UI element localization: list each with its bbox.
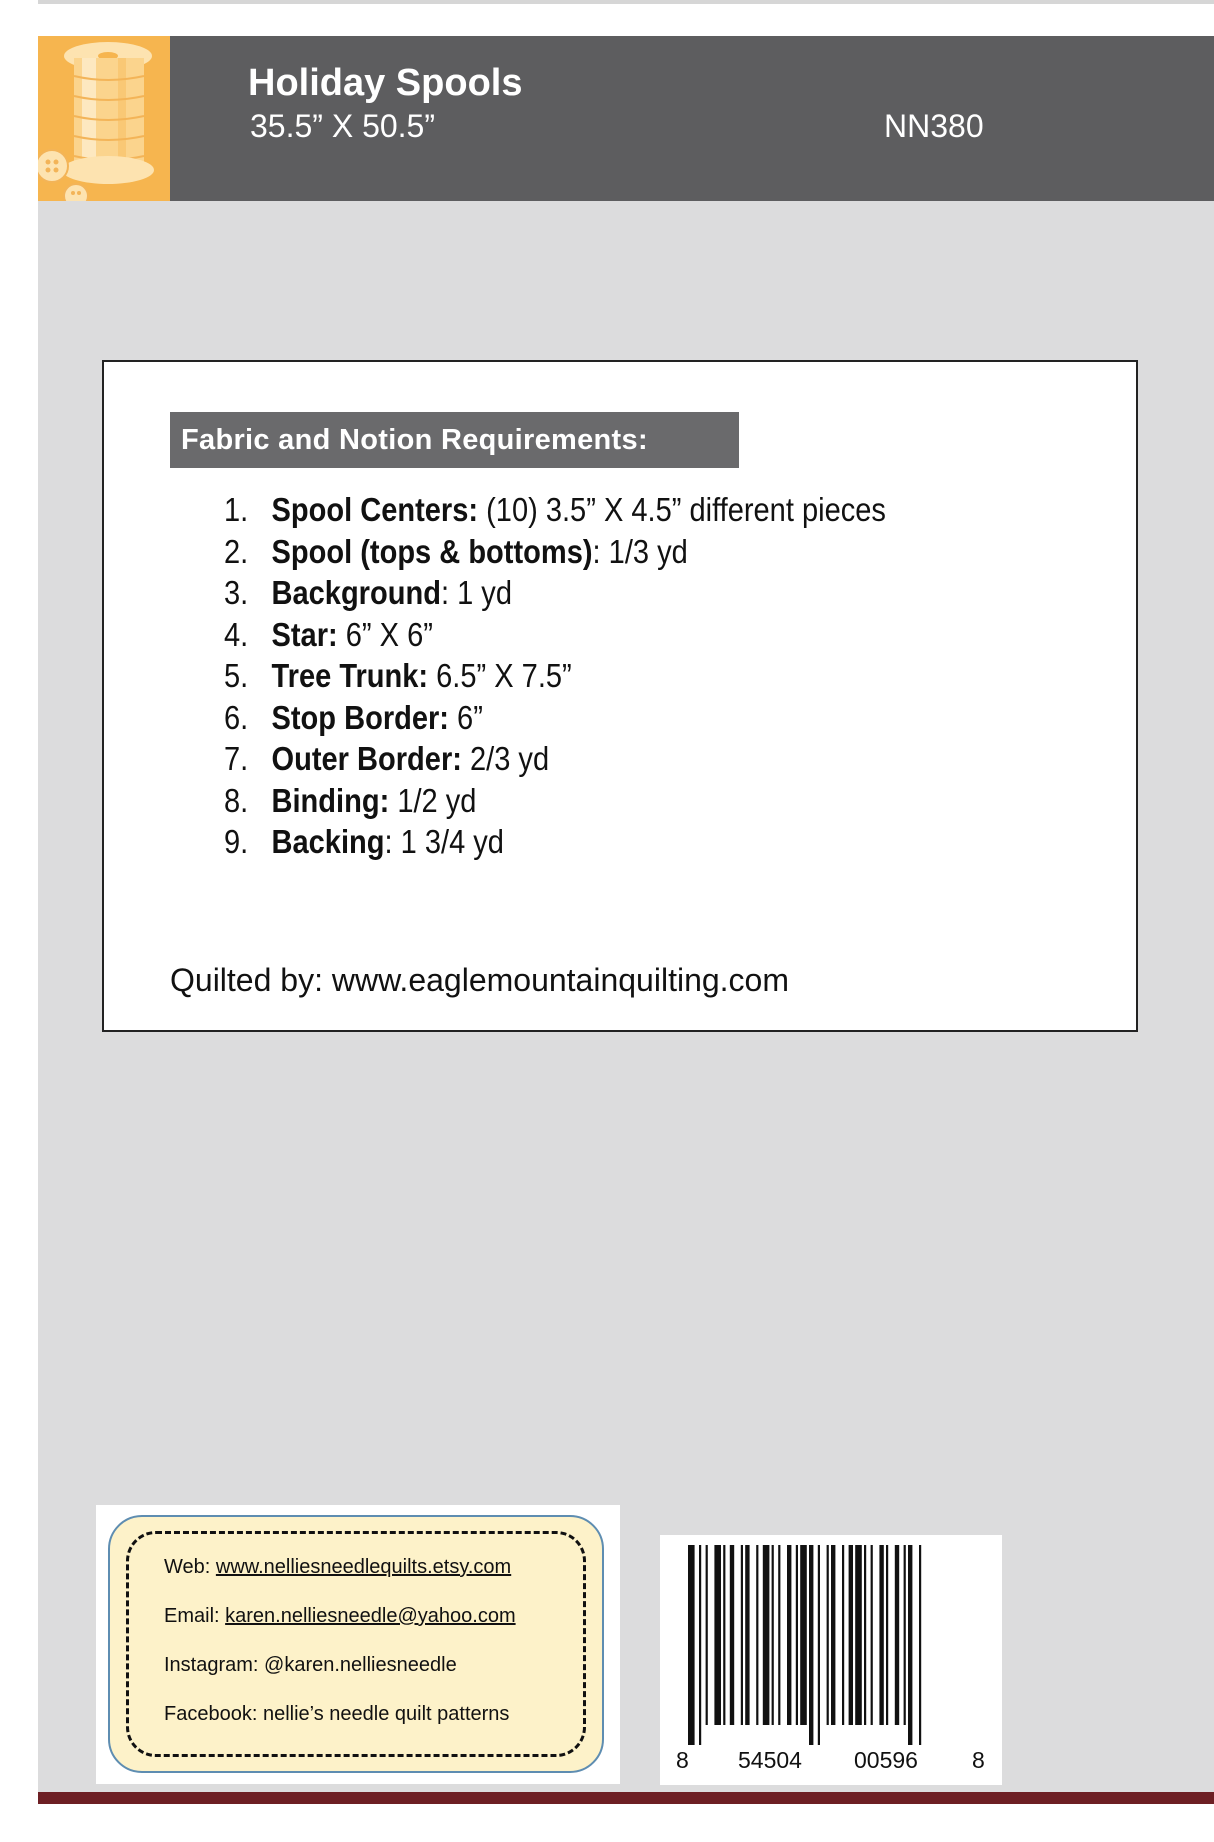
list-item: 9. Backing: 1 3/4 yd bbox=[224, 823, 504, 860]
barcode-bar bbox=[800, 1545, 807, 1725]
barcode-first-digit: 8 bbox=[676, 1747, 689, 1773]
barcode-bar bbox=[855, 1545, 862, 1725]
quilt-size: 35.5” X 50.5” bbox=[250, 108, 435, 144]
list-item: 6. Stop Border: 6” bbox=[224, 698, 483, 736]
contact-lines bbox=[164, 1555, 516, 1751]
contact-instagram: Instagram: @karen.nelliesneedle bbox=[164, 1654, 457, 1676]
contact-email: Email: karen.nelliesneedle@yahoo.com bbox=[164, 1605, 516, 1627]
barcode-bar bbox=[730, 1545, 734, 1725]
bottom-divider bbox=[38, 1792, 1214, 1804]
contact-facebook: Facebook: nellie’s needle quilt patterns bbox=[164, 1703, 510, 1725]
barcode-bar bbox=[919, 1545, 921, 1745]
list-item: 2. Spool (tops & bottoms): 1/3 yd bbox=[224, 532, 688, 570]
list-item: 5. Tree Trunk: 6.5” X 7.5” bbox=[224, 657, 572, 694]
list-item: 7. Outer Border: 2/3 yd bbox=[224, 740, 550, 777]
list-item: 3. Background: 1 yd bbox=[224, 574, 512, 611]
barcode-bar bbox=[778, 1545, 780, 1725]
barcode-bar bbox=[772, 1545, 774, 1725]
barcode-bar bbox=[787, 1545, 791, 1725]
barcode-bar bbox=[756, 1545, 758, 1725]
header-bar bbox=[38, 36, 1214, 201]
barcode-bar bbox=[831, 1545, 835, 1725]
top-divider bbox=[38, 0, 1214, 4]
quilted-by-credit: Quilted by: www.eaglemountainquilting.com bbox=[170, 962, 789, 998]
requirements-card bbox=[102, 360, 1138, 1032]
barcode-bar bbox=[895, 1545, 899, 1725]
requirements-heading: Fabric and Notion Requirements: bbox=[170, 412, 739, 468]
barcode-check-digit: 8 bbox=[972, 1747, 985, 1773]
barcode-bar bbox=[699, 1545, 701, 1745]
contact-panel bbox=[96, 1505, 620, 1784]
list-item: 4. Star: 6” X 6” bbox=[224, 615, 433, 653]
barcode-bar bbox=[796, 1545, 798, 1725]
contact-web: Web: www.nelliesneedlequilts.etsy.com bbox=[164, 1556, 512, 1578]
web-link[interactable]: www.nelliesneedlequilts.etsy.com bbox=[215, 1556, 512, 1578]
contact-card bbox=[108, 1515, 604, 1773]
pattern-code: NN380 bbox=[884, 108, 984, 144]
barcode-bar bbox=[849, 1545, 853, 1725]
barcode-bars bbox=[660, 1535, 1002, 1785]
barcode-bar bbox=[741, 1545, 743, 1725]
barcode-bar bbox=[706, 1545, 708, 1725]
barcode-bar bbox=[809, 1545, 813, 1745]
barcode-bar bbox=[886, 1545, 888, 1725]
barcode-left-group: 54504 bbox=[738, 1747, 802, 1773]
requirements-list bbox=[224, 489, 976, 863]
barcode-bar bbox=[879, 1545, 883, 1725]
barcode-bar bbox=[763, 1545, 770, 1725]
barcode-bar bbox=[864, 1545, 866, 1725]
barcode-bar bbox=[688, 1545, 695, 1745]
barcode-right-group: 00596 bbox=[854, 1747, 918, 1773]
barcode-bar bbox=[842, 1545, 844, 1725]
barcode-bar bbox=[908, 1545, 912, 1745]
barcode-bar bbox=[818, 1545, 820, 1745]
barcode-bar bbox=[871, 1545, 873, 1725]
list-item: 1. Spool Centers: (10) 3.5” X 4.5” different pieces bbox=[224, 491, 886, 528]
barcode-bar bbox=[745, 1545, 749, 1725]
barcode bbox=[660, 1535, 1002, 1785]
pattern-title: Holiday Spools bbox=[248, 62, 523, 104]
thread-spool-icon bbox=[38, 36, 170, 201]
barcode-bar bbox=[827, 1545, 829, 1725]
barcode-bar bbox=[723, 1545, 725, 1725]
email-link[interactable]: karen.nelliesneedle@yahoo.com bbox=[225, 1605, 516, 1627]
list-item: 8. Binding: 1/2 yd bbox=[224, 781, 477, 819]
barcode-bar bbox=[904, 1545, 906, 1725]
barcode-bar bbox=[714, 1545, 721, 1725]
